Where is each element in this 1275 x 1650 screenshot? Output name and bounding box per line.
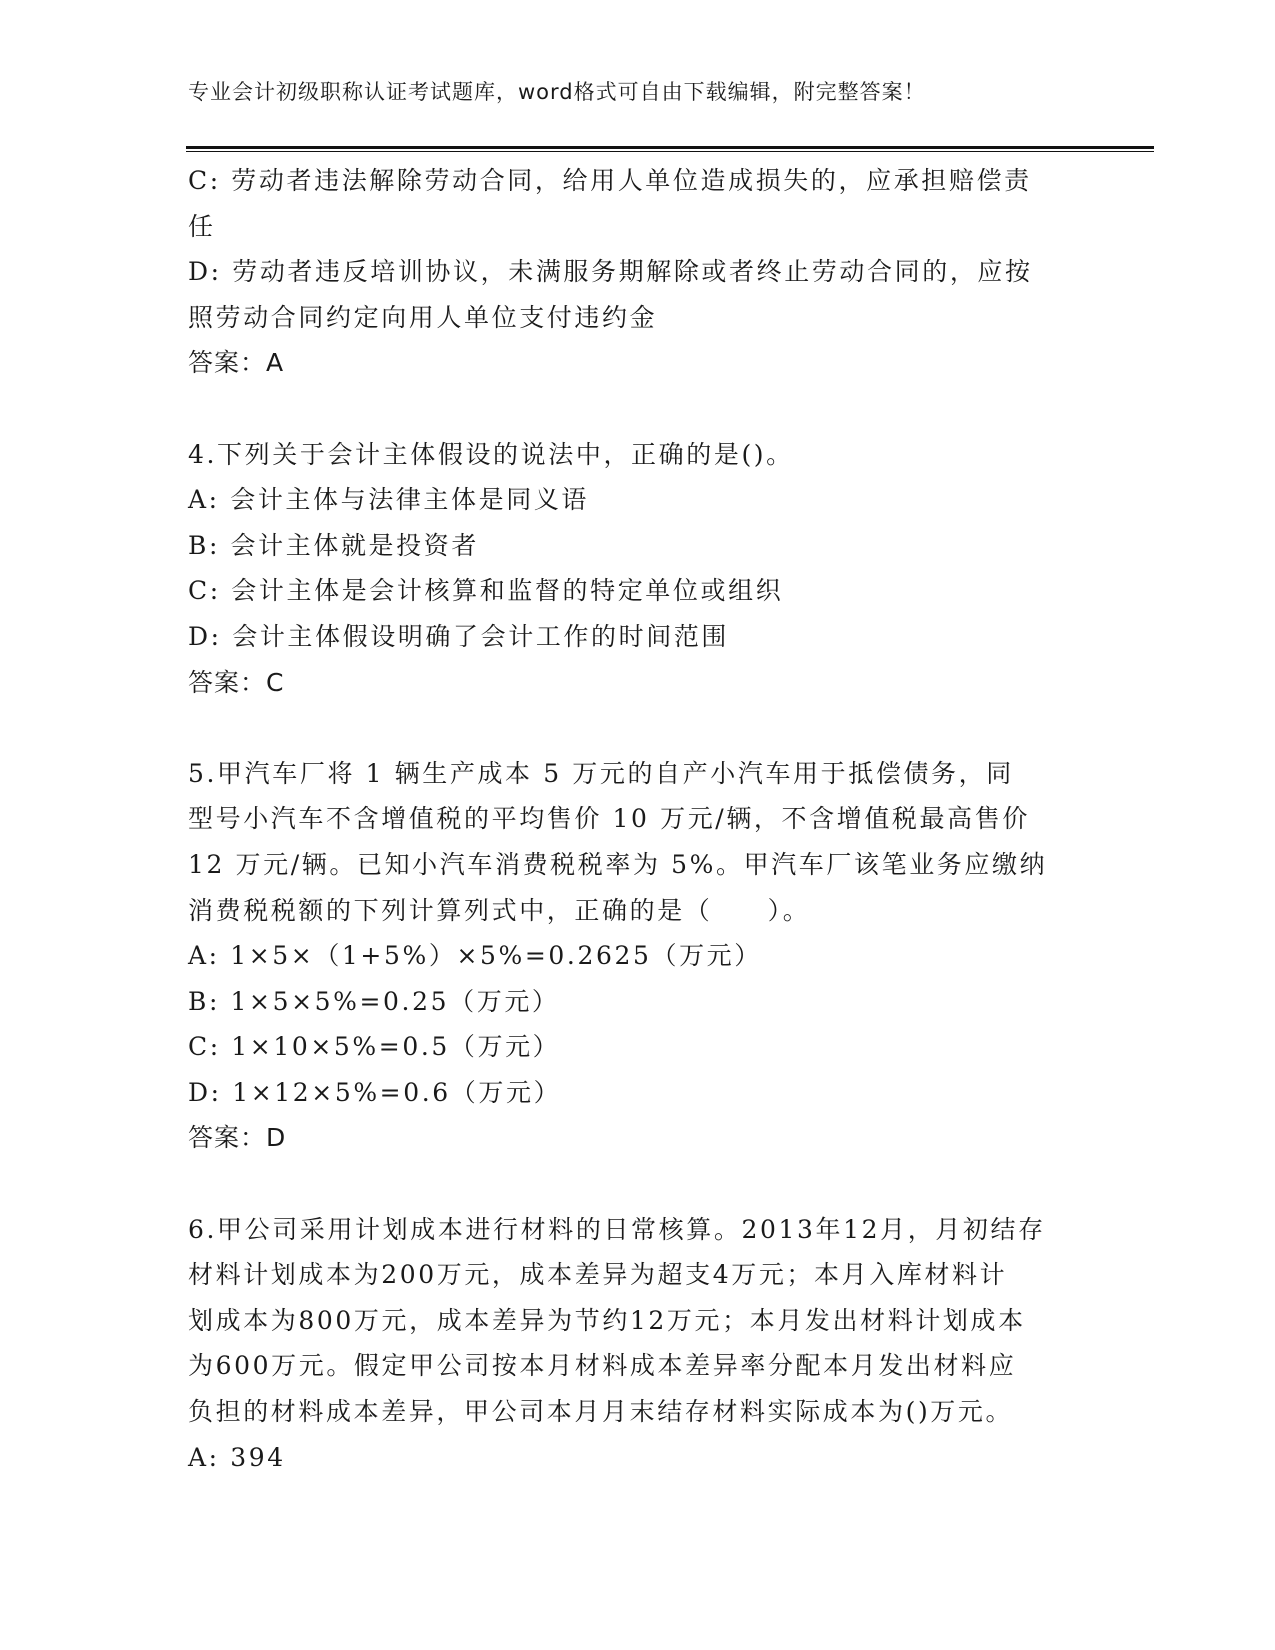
q3-option-d: D: 劳动者违反培训协议，未满服务期解除或者终止劳动合同的，应按 xyxy=(188,257,1033,287)
header-rule xyxy=(186,146,1154,149)
q5-answer: 答案：D xyxy=(188,1123,287,1153)
page-header: 专业会计初级职称认证考试题库，word格式可自由下载编辑，附完整答案！ xyxy=(188,80,926,104)
q4-option-c: C: 会计主体是会计核算和监督的特定单位或组织 xyxy=(188,576,784,606)
spacer xyxy=(188,386,1088,432)
question-5 xyxy=(188,751,1088,1161)
q5-stem-line: 型号小汽车不含增值税的平均售价 10 万元/辆，不含增值税最高售价 xyxy=(188,804,1030,834)
header-rule-thin xyxy=(186,151,1154,152)
q5-stem-line: 5.甲汽车厂将 1 辆生产成本 5 万元的自产小汽车用于抵偿债务，同 xyxy=(188,758,1014,788)
q3-option-c-cont: 任 xyxy=(188,211,216,241)
q6-stem-line: 6.甲公司采用计划成本进行材料的日常核算。2013年12月，月初结存 xyxy=(188,1214,1046,1244)
q6-stem-line: 为600万元。假定甲公司按本月材料成本差异率分配本月发出材料应 xyxy=(188,1351,1017,1381)
q4-option-d: D: 会计主体假设明确了会计工作的时间范围 xyxy=(188,621,730,651)
q4-stem: 4.下列关于会计主体假设的说法中，正确的是()。 xyxy=(188,439,794,469)
q5-option-b: B: 1×5×5%=0.25（万元） xyxy=(188,986,560,1016)
q6-stem-line: 划成本为800万元，成本差异为节约12万元；本月发出材料计划成本 xyxy=(188,1305,1026,1335)
question-4 xyxy=(188,432,1088,706)
question-3 xyxy=(188,158,1088,386)
q4-option-a: A: 会计主体与法律主体是同义语 xyxy=(188,485,590,515)
spacer xyxy=(188,1161,1088,1207)
q5-option-d: D: 1×12×5%=0.6（万元） xyxy=(188,1077,562,1107)
question-6 xyxy=(188,1207,1088,1481)
q6-option-a: A: 394 xyxy=(188,1442,286,1472)
q6-stem-line: 材料计划成本为200万元，成本差异为超支4万元；本月入库材料计 xyxy=(188,1260,1008,1290)
q4-option-b: B: 会计主体就是投资者 xyxy=(188,530,479,560)
q3-option-c: C: 劳动者违法解除劳动合同，给用人单位造成损失的，应承担赔偿责 xyxy=(188,166,1032,195)
q5-stem-line: 12 万元/辆。已知小汽车消费税税率为 5%。甲汽车厂该笔业务应缴纳 xyxy=(188,849,1048,879)
q5-stem-line: 消费税税额的下列计算列式中，正确的是（ ）。 xyxy=(188,895,811,925)
spacer xyxy=(188,705,1088,751)
q3-answer: 答案：A xyxy=(188,348,285,378)
question-content xyxy=(188,158,1088,1480)
q4-answer: 答案：C xyxy=(188,667,285,697)
q5-option-c: C: 1×10×5%=0.5（万元） xyxy=(188,1032,561,1062)
q6-stem-line: 负担的材料成本差异，甲公司本月月末结存材料实际成本为()万元。 xyxy=(188,1397,1014,1427)
q3-option-d-cont: 照劳动合同约定向用人单位支付违约金 xyxy=(188,302,658,332)
q5-option-a: A: 1×5×（1+5%）×5%=0.2625（万元） xyxy=(188,941,762,971)
